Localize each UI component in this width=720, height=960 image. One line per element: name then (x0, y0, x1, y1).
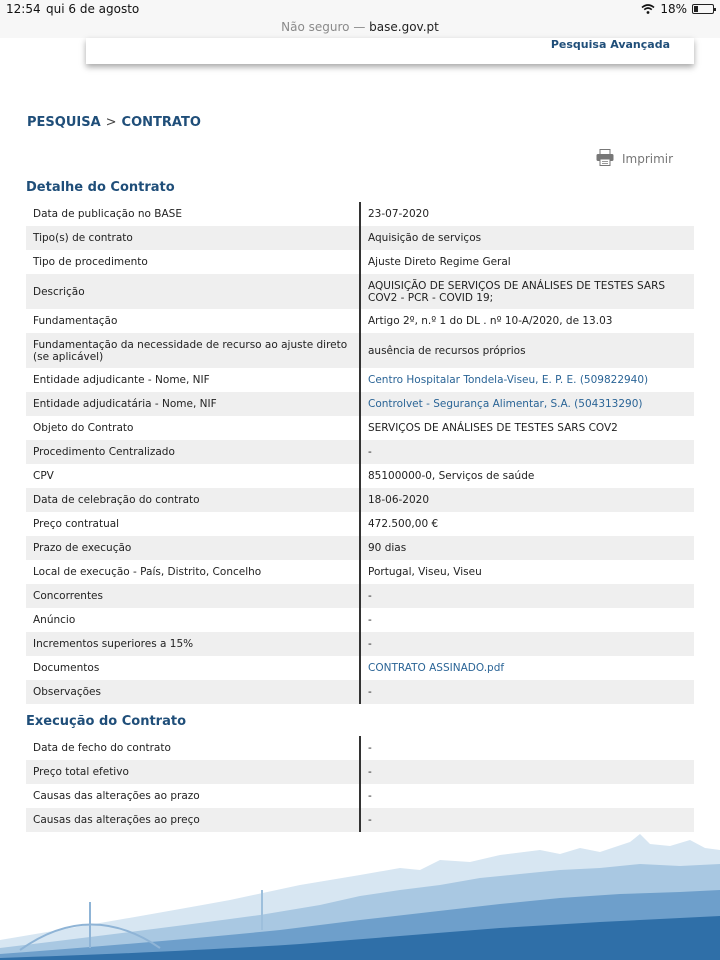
table-row (26, 680, 694, 704)
battery-percent: 18% (660, 2, 687, 16)
row-value: 472.500,00 € (368, 518, 439, 530)
table-row (26, 736, 694, 760)
row-value: 85100000-0, Serviços de saúde (368, 470, 535, 482)
row-value: - (360, 680, 694, 704)
detail-section-title: Detalhe do Contrato (26, 180, 175, 195)
table-row (26, 333, 694, 368)
row-key: Fundamentação da necessidade de recurso ao ajuste direto (se aplicável) (26, 333, 360, 368)
table-row (26, 368, 694, 392)
row-value: - (368, 614, 372, 626)
print-label: Imprimir (622, 152, 674, 166)
status-bar (0, 0, 720, 20)
row-value: Aquisição de serviços (360, 226, 694, 250)
row-key: Documentos (26, 656, 360, 680)
row-key: Anúncio (26, 608, 360, 632)
row-key: CPV (26, 464, 360, 488)
row-value: - (360, 808, 694, 832)
execution-table (26, 736, 694, 832)
row-value (360, 656, 694, 680)
breadcrumb-current: CONTRATO (121, 115, 201, 130)
printer-icon (596, 149, 614, 169)
table-row (26, 416, 694, 440)
execution-section-title: Execução do Contrato (26, 714, 187, 729)
row-value: Ajuste Direto Regime Geral (368, 256, 511, 268)
breadcrumb-separator: > (105, 115, 117, 130)
table-row (26, 250, 694, 274)
row-key: Observações (26, 680, 360, 704)
table-row (26, 536, 694, 560)
row-key: Prazo de execução (26, 536, 360, 560)
row-value: Artigo 2º, n.º 1 do DL . nº 10-A/2020, de 13.03 (368, 315, 613, 327)
url-bar[interactable] (0, 20, 720, 38)
row-key: Entidade adjudicante - Nome, NIF (26, 368, 360, 392)
row-value: 90 dias (360, 536, 694, 560)
table-row (26, 808, 694, 832)
row-value: - (360, 584, 694, 608)
advanced-search-link[interactable]: Pesquisa Avançada (550, 38, 670, 51)
table-row (26, 784, 694, 808)
row-value: AQUISIÇÃO DE SERVIÇOS DE ANÁLISES DE TESTES SARS COV2 - PCR - COVID 19; (360, 274, 694, 309)
table-row (26, 760, 694, 784)
row-key: Data de celebração do contrato (26, 488, 360, 512)
row-key: Descrição (26, 274, 360, 309)
row-key: Entidade adjudicatária - Nome, NIF (26, 392, 360, 416)
status-date: qui 6 de agosto (46, 2, 140, 16)
table-row (26, 440, 694, 464)
row-value: - (360, 632, 694, 656)
contracting-entity-link[interactable]: Centro Hospitalar Tondela-Viseu, E. P. E. (509822940) (368, 374, 649, 386)
awarded-entity-link[interactable]: Controlvet - Segurança Alimentar, S.A. (504313290) (368, 398, 643, 410)
table-row (26, 584, 694, 608)
document-link[interactable]: CONTRATO ASSINADO.pdf (368, 662, 505, 674)
table-row (26, 632, 694, 656)
row-key: Data de publicação no BASE (26, 202, 360, 226)
row-value (360, 368, 694, 392)
row-key: Concorrentes (26, 584, 360, 608)
row-key: Incrementos superiores a 15% (26, 632, 360, 656)
row-key: Procedimento Centralizado (26, 440, 360, 464)
row-value: 23-07-2020 (368, 208, 430, 220)
battery-icon (692, 4, 714, 14)
table-row (26, 274, 694, 309)
row-value: 18-06-2020 (360, 488, 694, 512)
table-row (26, 309, 694, 333)
url-domain[interactable]: base.gov.pt (369, 20, 439, 34)
row-key: Objeto do Contrato (26, 416, 360, 440)
city-skyline-illustration (0, 830, 720, 960)
row-value: Portugal, Viseu, Viseu (368, 566, 482, 578)
row-value: SERVIÇOS DE ANÁLISES DE TESTES SARS COV2 (368, 422, 618, 434)
table-row (26, 464, 694, 488)
table-row (26, 608, 694, 632)
table-row (26, 392, 694, 416)
table-row (26, 560, 694, 584)
breadcrumb-root[interactable]: PESQUISA (27, 115, 101, 130)
row-value: ausência de recursos próprios (360, 333, 694, 368)
table-row (26, 656, 694, 680)
row-key: Causas das alterações ao preço (26, 808, 360, 832)
row-key: Local de execução - País, Distrito, Concelho (26, 560, 360, 584)
row-value: - (360, 440, 694, 464)
breadcrumb (27, 115, 201, 130)
row-key: Tipo(s) de contrato (26, 226, 360, 250)
status-time: 12:54 (6, 2, 41, 16)
print-button[interactable] (596, 149, 673, 169)
row-value: - (368, 790, 372, 802)
table-row (26, 202, 694, 226)
row-key: Data de fecho do contrato (26, 736, 360, 760)
row-key: Fundamentação (26, 309, 360, 333)
row-value (360, 392, 694, 416)
row-value: - (360, 760, 694, 784)
status-right (641, 2, 714, 16)
row-key: Tipo de procedimento (26, 250, 360, 274)
detail-table (26, 202, 694, 704)
search-panel (86, 38, 694, 64)
row-key: Preço contratual (26, 512, 360, 536)
row-key: Causas das alterações ao prazo (26, 784, 360, 808)
table-row (26, 512, 694, 536)
insecure-label: Não seguro — (281, 20, 366, 34)
row-value: - (368, 742, 372, 754)
wifi-icon (641, 4, 655, 14)
table-row (26, 488, 694, 512)
row-key: Preço total efetivo (26, 760, 360, 784)
table-row (26, 226, 694, 250)
